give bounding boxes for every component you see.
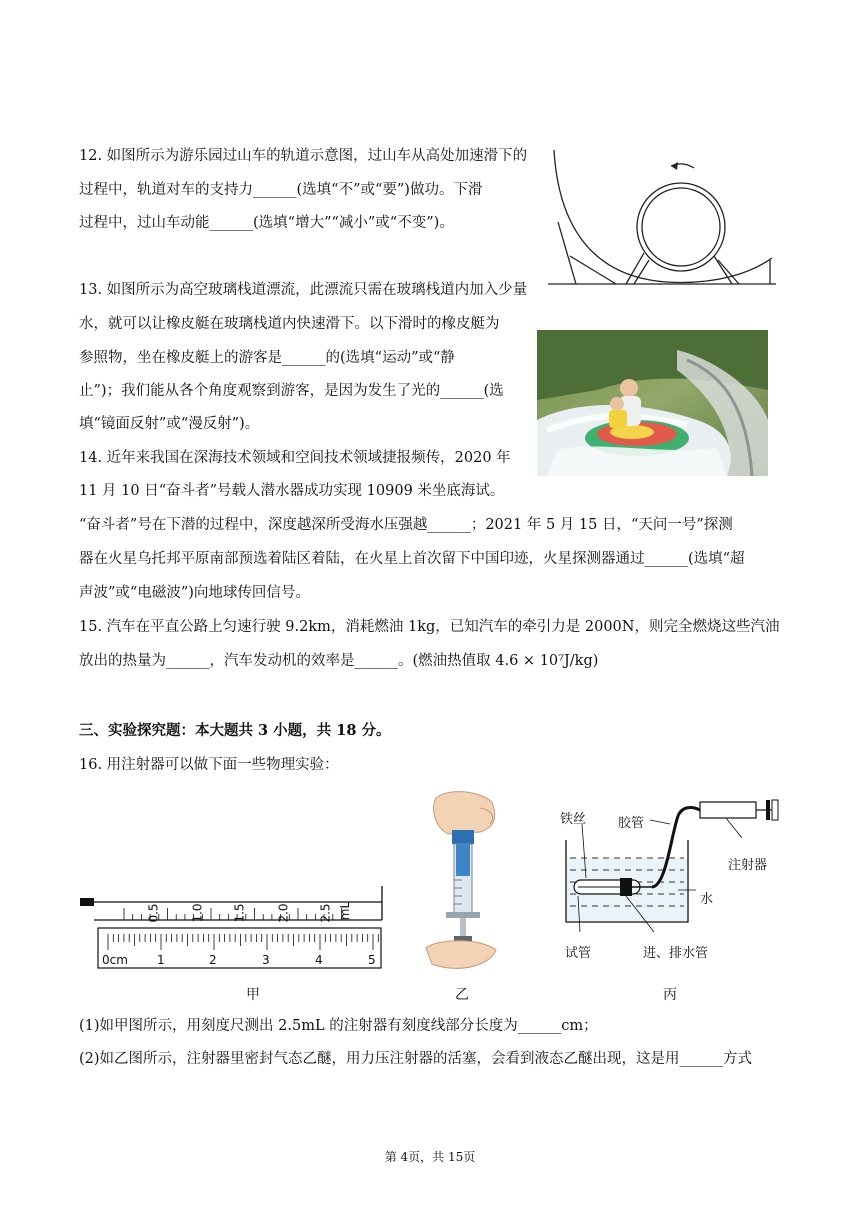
q15-line-2: 放出的热量为______，汽车发动机的效率是______。(燃油热值取 4.6 × 10⁷J/kg) bbox=[79, 653, 599, 669]
q16-intro: 16. 用注射器可以做下面一些物理实验： bbox=[79, 757, 339, 773]
ruler-number: 2 bbox=[209, 953, 217, 967]
syringe-mark: 0.5 bbox=[146, 903, 161, 923]
q13-line-4: 止”)；我们能从各个角度观察到游客，是因为发生了光的______(选 bbox=[79, 383, 504, 399]
q12-line-3: 过程中，过山车动能______(选填“增大”“减小”或“不变”)。 bbox=[79, 215, 454, 231]
label-pipe: 进、排水管 bbox=[643, 946, 709, 961]
label-iron-wire: 铁丝 bbox=[560, 812, 587, 827]
syringe-mark: 1.5 bbox=[232, 903, 247, 923]
syringe-mark: 2.5 bbox=[318, 903, 333, 923]
q14-line-5: 声波”或“电磁波”)向地球传回信号。 bbox=[79, 585, 310, 601]
q15-line-1: 15. 汽车在平直公路上匀速行驶 9.2km，消耗燃油 1kg，已知汽车的牵引力是 2000N，则完全燃烧这些汽油 bbox=[79, 619, 780, 635]
q13-line-2: 水，就可以让橡皮艇在玻璃栈道内快速滑下。以下滑时的橡皮艇为 bbox=[79, 316, 500, 332]
q13-line-1: 13. 如图所示为高空玻璃栈道漂流，此漂流只需在玻璃栈道内加入少量 bbox=[79, 282, 528, 298]
figure-yi-caption: 乙 bbox=[455, 987, 469, 1003]
syringe-mark: 1.0 bbox=[190, 903, 205, 923]
label-hose: 胶管 bbox=[618, 816, 645, 831]
page-footer: 第 4页，共 15页 bbox=[384, 1150, 476, 1164]
ruler-number: 5 bbox=[368, 953, 376, 967]
syringe-unit: mL bbox=[338, 901, 353, 921]
q13-line-3: 参照物，坐在橡皮艇上的游客是______的(选填“运动”或“静 bbox=[79, 350, 455, 366]
figure-jia bbox=[80, 880, 385, 970]
figure-jia-caption: 甲 bbox=[246, 987, 260, 1003]
q12-line-2: 过程中，轨道对车的支持力______(选填“不”或“要”)做功。下滑 bbox=[79, 182, 483, 198]
q14-line-1: 14. 近年来我国在深海技术领域和空间技术领域捷报频传，2020 年 bbox=[79, 450, 511, 466]
label-water: 水 bbox=[700, 892, 714, 907]
q14-line-3: “奋斗者”号在下潜的过程中，深度越深所受海水压强越______；2021 年 5 月 15 日，“天问一号”探测 bbox=[79, 517, 733, 533]
q16-part-1: (1)如甲图所示，用刻度尺测出 2.5mL 的注射器有刻度线部分长度为______cm； bbox=[79, 1018, 598, 1034]
section-3-heading: 三、实验探究题：本大题共 3 小题，共 18 分。 bbox=[79, 722, 391, 739]
ruler-number: 4 bbox=[315, 953, 323, 967]
q16-part-2: (2)如乙图所示，注射器里密封气态乙醚，用力压注射器的活塞，会看到液态乙醚出现，这是用______方式 bbox=[79, 1051, 753, 1067]
ruler-number: 3 bbox=[262, 953, 270, 967]
roller-coaster-figure bbox=[546, 148, 782, 290]
syringe-mark: 2.0 bbox=[276, 903, 291, 923]
ruler-number: 1 bbox=[157, 953, 165, 967]
q12-line-1: 12. 如图所示为游乐园过山车的轨道示意图，过山车从高处加速滑下的 bbox=[79, 148, 528, 164]
label-test-tube: 试管 bbox=[565, 946, 592, 961]
figure-yi bbox=[418, 788, 502, 978]
rafting-photo bbox=[537, 330, 768, 476]
label-syringe: 注射器 bbox=[728, 858, 768, 873]
q14-line-2: 11 月 10 日“奋斗者”号载人潜水器成功实现 10909 米坐底海试。 bbox=[79, 483, 505, 499]
ruler-unit-label: 0cm bbox=[102, 953, 128, 967]
q14-line-4: 器在火星乌托邦平原南部预选着陆区着陆，在火星上首次留下中国印迹，火星探测器通过______(选填“超 bbox=[79, 551, 745, 567]
figure-bing-caption: 丙 bbox=[663, 987, 677, 1003]
q13-line-5: 填“镜面反射”或“漫反射”)。 bbox=[79, 416, 260, 432]
